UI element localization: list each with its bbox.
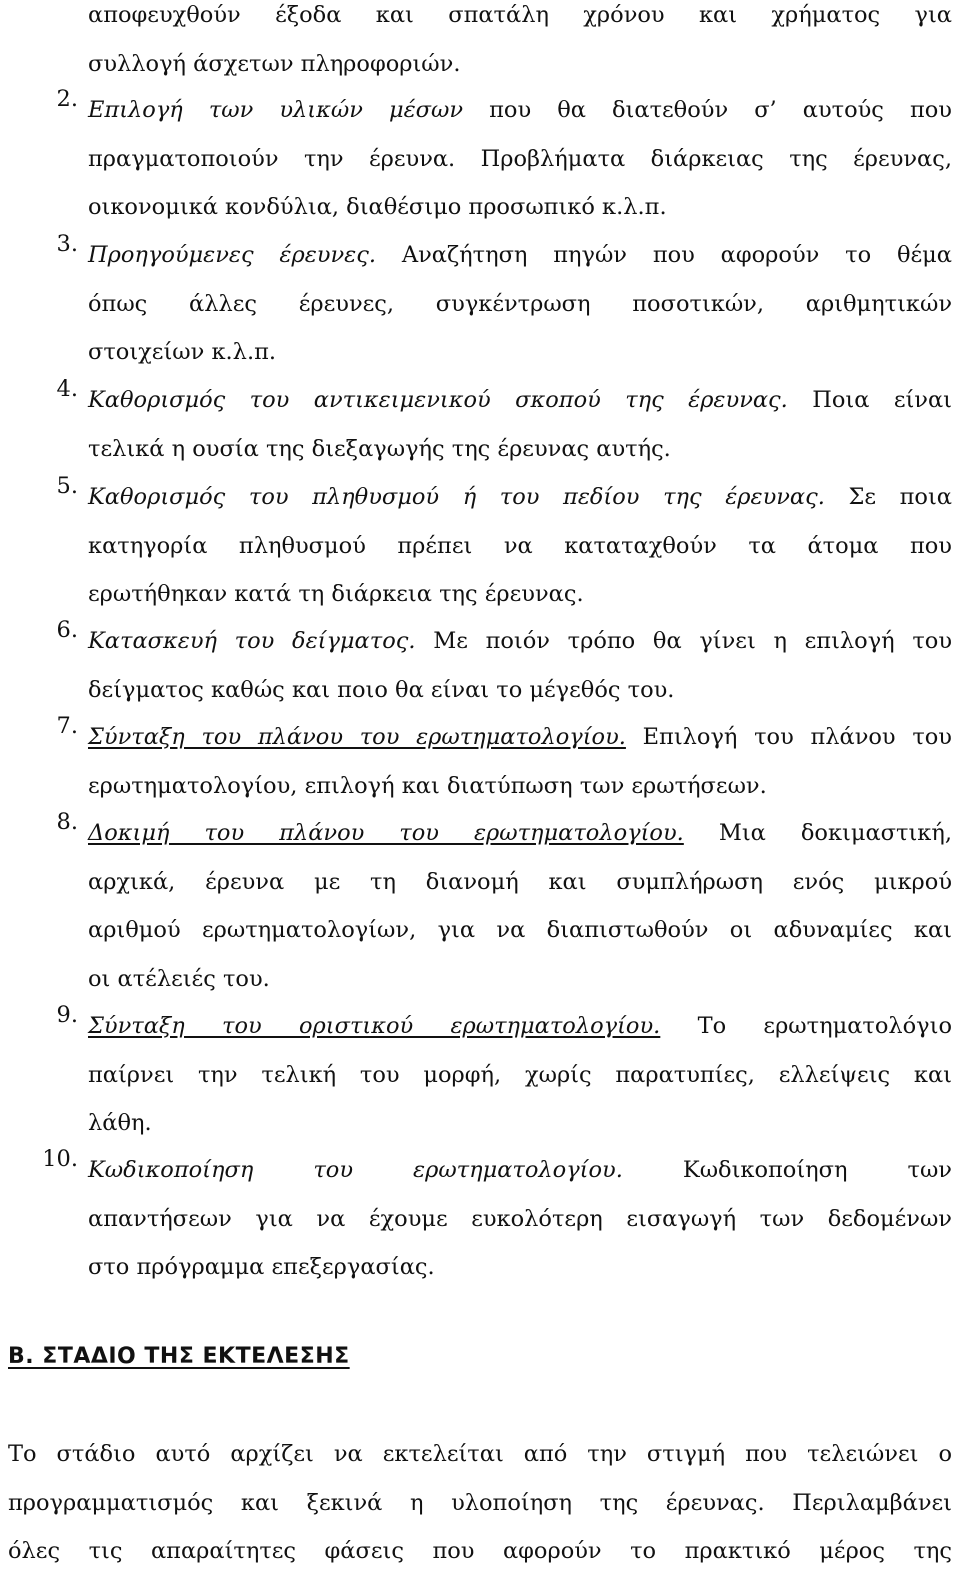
item-line: αρχικά, έρευνα με τη διανομή και συμπλήρωση ενός μικρού [88,868,952,895]
item-line: ερωτηματολογίου, επιλογή και διατύπωση των ερωτήσεων. [88,772,767,799]
intro-line: αποφευχθούν έξοδα και σπατάλη χρόνου και χρήματος για [88,2,952,28]
item-title: Κωδικοποίηση του ερωτηματολογίου. [88,1157,623,1183]
intro-line: συλλογή άσχετων πληροφοριών. [88,50,461,77]
item-title: Σύνταξη του πλάνου του ερωτηματολογίου. [88,724,626,750]
item-first-line [88,376,952,425]
paragraph-line: όλες τις απαραίτητες φάσεις που αφορούν το πρακτικό μέρος της [8,1538,952,1564]
item-text: Αναζήτηση πηγών που αφορούν το θέμα [376,242,952,268]
item-line: οικονομικά κονδύλια, διαθέσιμο προσωπικό κ.λ.π. [88,194,667,220]
item-line: παίρνει την τελική του μορφή, χωρίς παρατυπίες, ελλείψεις και [88,1061,952,1088]
item-text: Με ποιόν τρόπο θα γίνει η επιλογή του [415,628,953,654]
list-item [42,1146,952,1292]
item-number: 6. [56,617,78,643]
item-title: Κατασκευή του δείγματος. [88,628,416,654]
list-item [56,86,952,232]
item-title: Δοκιμή του πλάνου του ερωτηματολογίου. [88,820,684,846]
list-item [56,809,952,1003]
item-first-line [88,617,952,666]
item-number: 3. [56,231,78,257]
item-number: 5. [56,473,78,499]
item-line: δείγματος καθώς και ποιο θα είναι το μέγεθός του. [88,676,675,703]
item-text: Ποια είναι [787,387,952,413]
item-first-line [88,809,952,858]
section-paragraph [8,1430,952,1576]
paragraph-line: προγραμματισμός και ξεκινά η υλοποίηση της έρευνας. Περιλαμβάνει [8,1489,952,1516]
item-first-line [88,473,952,522]
item-title: Καθορισμός του αντικειμενικού σκοπού της έρευνας. [88,387,788,413]
item-title: Προηγούμενες έρευνες. [88,242,376,268]
item-first-line [88,713,952,762]
item-number: 10. [42,1146,78,1172]
item-first-line [88,1002,952,1051]
item-line: πραγματοποιούν την έρευνα. Προβλήματα διάρκειας της έρευνας, [88,145,952,172]
item-text: που θα διατεθούν σ’ αυτούς που [463,97,952,123]
list-item [56,1002,952,1148]
item-line: στο πρόγραμμα επεξεργασίας. [88,1254,435,1280]
item-number: 9. [56,1002,78,1028]
item-text: Επιλογή του πλάνου του [625,724,952,750]
item-line: οι ατέλειές του. [88,965,270,992]
item-line: κατηγορία πληθυσμού πρέπει να καταταχθούν τα άτομα που [88,532,952,559]
item-number: 4. [56,376,78,402]
item-line: τελικά η ουσία της διεξαγωγής της έρευνας αυτής. [88,435,671,462]
intro-paragraph [88,0,952,88]
list-item [56,617,953,714]
item-text: Μια δοκιμαστική, [683,820,952,846]
item-text: Το ερωτηματολόγιο [660,1013,952,1039]
item-title: Σύνταξη του οριστικού ερωτηματολογίου. [88,1013,661,1039]
item-text: Κωδικοποίηση των [622,1157,952,1183]
list-item [56,231,952,377]
item-line: ερωτήθηκαν κατά τη διάρκεια της έρευνας. [88,581,584,607]
item-line: απαντήσεων για να έχουμε ευκολότερη εισαγωγή των δεδομένων [88,1205,952,1232]
item-number: 2. [56,86,78,112]
item-first-line [88,1146,952,1195]
section-heading: Β. ΣΤΑΔΙΟ ΤΗΣ ΕΚΤΕΛΕΣΗΣ [8,1344,350,1369]
item-line: λάθη. [88,1110,152,1136]
item-first-line [88,231,952,280]
item-line: όπως άλλες έρευνες, συγκέντρωση ποσοτικών, αριθμητικών [88,290,952,317]
list-item [56,376,952,473]
item-line: στοιχείων κ.λ.π. [88,339,277,365]
list-item [56,713,952,810]
item-title: Επιλογή των υλικών μέσων [88,97,464,123]
item-title: Καθορισμός του πληθυσμού ή του πεδίου της έρευνας. [88,484,825,510]
item-first-line [88,86,952,135]
paragraph-line: Το στάδιο αυτό αρχίζει να εκτελείται από την στιγμή που τελειώνει ο [8,1441,952,1467]
item-number: 8. [56,809,78,835]
item-line: αριθμού ερωτηματολογίων, για να διαπιστωθούν οι αδυναμίες και [88,917,952,943]
list-item [56,473,952,619]
item-number: 7. [56,713,78,739]
item-text: Σε ποια [824,484,952,510]
